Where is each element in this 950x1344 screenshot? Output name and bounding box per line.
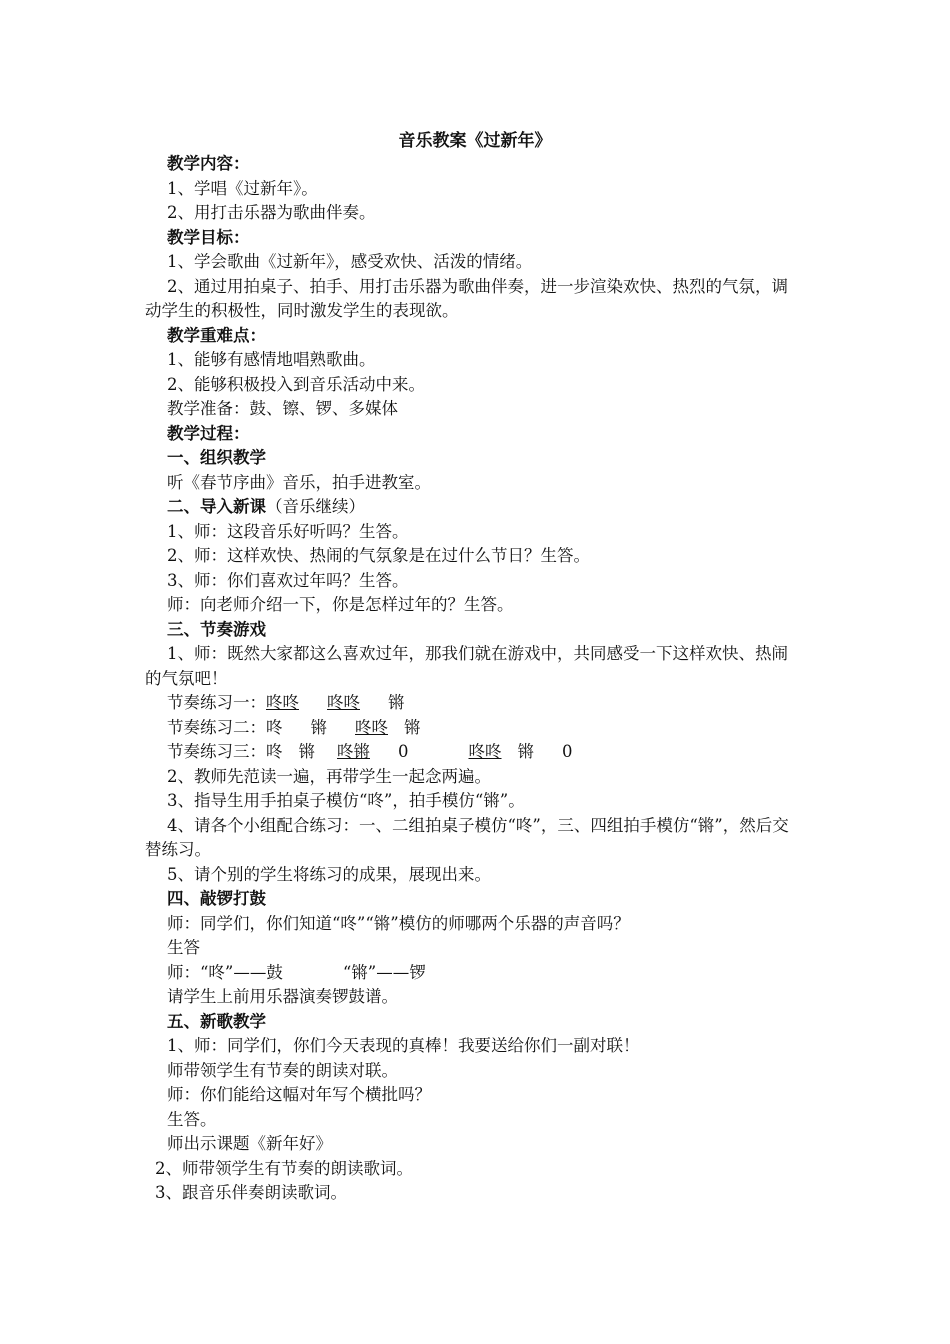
prep-line: 教学准备：鼓、镲、锣、多媒体 [167,399,398,418]
section-5-heading: 五、新歌教学 [167,1011,266,1031]
rhythm-beat: 0 [562,742,573,761]
rhythm-beat: 咚咚 [327,693,360,712]
goal-item: 1、学会歌曲《过新年》，感受欢快、活泼的情绪。 [167,252,533,271]
rhythm-beat: 咚 [266,742,283,761]
section-4-teacher-line [145,961,795,986]
content-item: 1、学唱《过新年》。 [167,178,318,198]
rhythm-exercise-2 [145,716,795,741]
section-2-heading-note: （音乐继续） [266,497,365,516]
key-item: 1、能够有感情地唱熟歌曲。 [167,350,376,369]
gong-mapping: “锵”——锣 [342,962,426,982]
rhythm-beat: 0 [398,742,409,761]
rhythm-exercise-1 [145,691,795,716]
rhythm-beat: 咚咚 [355,717,388,737]
rhythm-beat: 锵 [388,693,405,712]
exercise-label: 节奏练习三： [167,742,266,761]
section-5-line: 师：你们能给这幅对年写个横批吗？ [167,1085,431,1104]
content-item: 2、用打击乐器为歌曲伴奏。 [167,203,376,222]
document-title: 音乐教案《过新年》 [398,131,552,151]
section-5-line: 师带领学生有节奏的朗读对联。 [167,1060,398,1080]
section-5-line: 3、跟音乐伴奏朗读歌词。 [155,1183,347,1202]
section-2-heading-row [145,495,795,520]
section-4-question: 师：同学们，你们知道“咚”“锵”模仿的师哪两个乐器的声音吗？ [167,913,630,933]
rhythm-beat: 咚锵 [337,742,370,761]
section-1-heading: 一、组织教学 [167,448,266,467]
rhythm-beat: 锵 [298,742,315,761]
goal-heading: 教学目标： [167,227,250,247]
key-item: 2、能够积极投入到音乐活动中来。 [167,374,425,394]
key-heading: 教学重难点： [167,325,266,345]
section-3-heading: 三、节奏游戏 [167,619,266,639]
section-2-line: 2、师：这样欢快、热闹的气氛象是在过什么节日？生答。 [167,546,590,565]
section-3-intro: 1、师：既然大家都这么喜欢过年，那我们就在游戏中，共同感受一下这样欢快、热闹的气氛吧！ [145,644,788,688]
exercise-label: 节奏练习二： [167,717,266,737]
rhythm-beat: 锵 [404,717,421,737]
rhythm-beat: 锵 [517,742,534,761]
rhythm-exercise-3 [145,740,795,765]
rhythm-beat: 锵 [310,717,327,737]
section-2-line: 1、师：这段音乐好听吗？生答。 [167,521,409,541]
section-2-line: 师：向老师介绍一下，你是怎样过年的？生答。 [167,595,514,614]
section-3-line: 5、请个别的学生将练习的成果，展现出来。 [167,864,491,884]
section-3-line: 4、请各个小组配合练习：一、二组拍桌子模仿“咚”，三、四组拍手模仿“锵”，然后交替练习。 [145,815,789,859]
section-2-heading: 二、导入新课 [167,497,266,516]
content-heading: 教学内容： [167,154,250,173]
section-4-answer: 生答 [167,938,200,957]
process-heading: 教学过程： [167,423,250,443]
rhythm-beat: 咚咚 [266,693,299,712]
section-3-line: 2、教师先范读一遍，再带学生一起念两遍。 [167,766,491,786]
section-3-line: 3、指导生用手拍桌子模仿“咚”，拍手模仿“锵”。 [167,791,525,810]
section-5-line: 生答。 [167,1109,217,1129]
section-1-line: 听《春节序曲》音乐，拍手进教室。 [167,472,431,492]
rhythm-beat: 咚 [266,717,283,737]
section-5-line: 1、师：同学们，你们今天表现的真棒！我要送给你们一副对联！ [167,1036,640,1055]
section-5-line: 2、师带领学生有节奏的朗读歌词。 [155,1158,413,1178]
goal-item: 2、通过用拍桌子、拍手、用打击乐器为歌曲伴奏，进一步渲染欢快、热烈的气氛，调动学生的积极性，同时激发学生的表现欲。 [145,276,788,320]
section-2-line: 3、师：你们喜欢过年吗？生答。 [167,570,409,590]
document-body [145,152,795,1206]
section-4-heading: 四、敲锣打鼓 [167,889,266,908]
section-4-line: 请学生上前用乐器演奏锣鼓谱。 [167,987,398,1006]
section-5-line: 师出示课题《新年好》 [167,1134,332,1153]
drum-mapping: 师：“咚”——鼓 [167,962,283,982]
rhythm-beat: 咚咚 [468,742,502,761]
exercise-label: 节奏练习一： [167,693,266,712]
